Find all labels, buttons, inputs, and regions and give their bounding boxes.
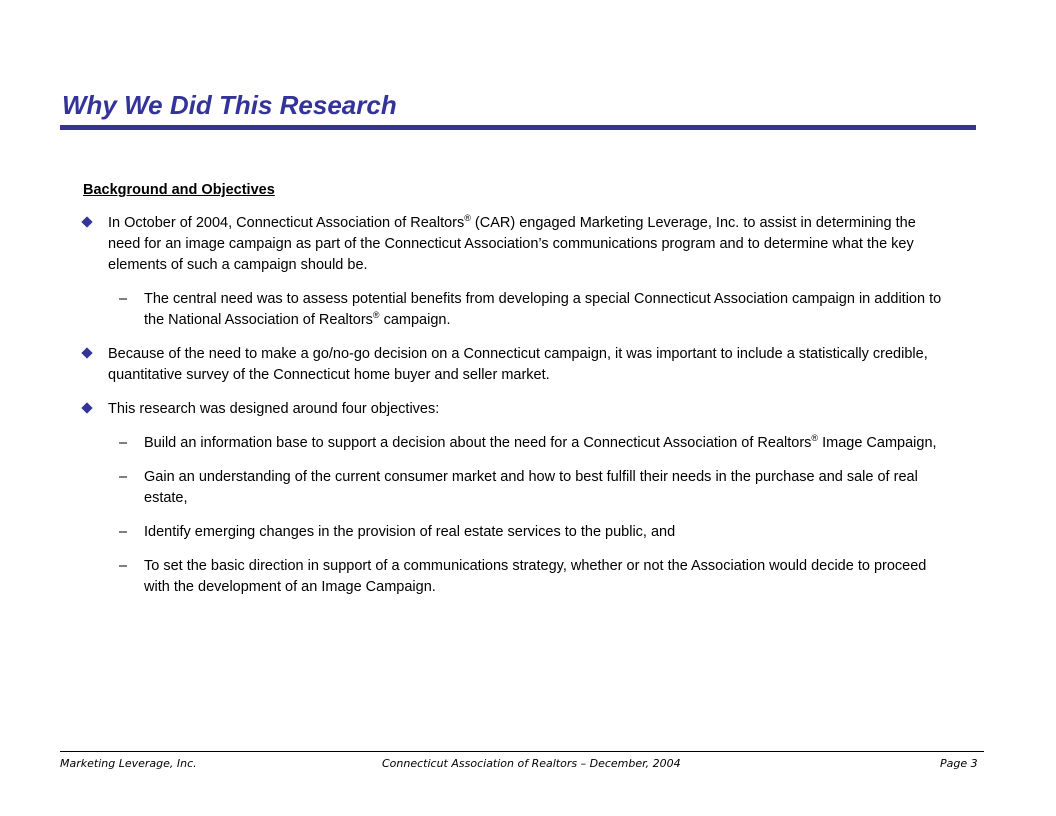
diamond-bullet-icon (81, 347, 92, 358)
dash-marker: – (119, 558, 128, 574)
dash-marker: – (119, 291, 128, 307)
objective-item (83, 467, 943, 509)
bullet-item (83, 344, 943, 386)
registered-mark: ® (811, 433, 819, 444)
footer-client-date: Connecticut Association of Realtors – December, 2004 (382, 757, 681, 770)
objective-text-post: Image Campaign, (818, 435, 937, 451)
section-heading: Background and Objectives (83, 182, 275, 198)
dash-marker: – (119, 469, 128, 485)
title-underline (60, 125, 976, 130)
bullet-item (83, 399, 943, 420)
bullet-item (83, 213, 943, 276)
footer-divider (60, 751, 984, 752)
diamond-bullet-icon (81, 402, 92, 413)
dash-marker: – (119, 524, 128, 540)
objective-item (83, 522, 943, 543)
sub-text-post: campaign. (379, 312, 451, 328)
page-title: Why We Did This Research (62, 90, 397, 120)
bullet-text-post: (CAR) engaged Marketing Leverage, Inc. to assist in determining the need for an image campaign as part of the Connecticut Association’s communications program and to determine what the key elements of such a campaign should be. (108, 215, 916, 273)
objective-text: Gain an understanding of the current consumer market and how to best fulfill their needs in the purchase and sale of real estate, (144, 469, 918, 506)
objective-item (83, 556, 943, 598)
sub-item (83, 289, 943, 331)
footer-company: Marketing Leverage, Inc. (60, 757, 197, 770)
objective-text: To set the basic direction in support of a communications strategy, whether or not the Association would decide to proceed with the development of an Image Campaign. (144, 558, 927, 595)
bullet-text: Because of the need to make a go/no-go decision on a Connecticut campaign, it was important to include a statistically credible, quantitative survey of the Connecticut home buyer and seller market. (108, 346, 928, 383)
registered-mark: ® (464, 213, 471, 224)
diamond-bullet-icon (81, 216, 92, 227)
objective-text-pre: Build an information base to support a decision about the need for a Connecticut Association of Realtors (144, 435, 812, 451)
objective-text: Identify emerging changes in the provision of real estate services to the public, and (144, 524, 676, 540)
bullet-text: This research was designed around four objectives: (108, 401, 440, 417)
content-body (83, 180, 943, 611)
dash-marker: – (119, 435, 128, 451)
objective-item (83, 433, 943, 454)
page-number: Page 3 (940, 757, 978, 770)
registered-mark: ® (372, 310, 380, 321)
sub-text-pre: The central need was to assess potential benefits from developing a special Connecticut Association campaign in addition to the National Association of Realtors (144, 291, 942, 328)
bullet-text-pre: In October of 2004, Connecticut Association of Realtors (108, 215, 465, 231)
